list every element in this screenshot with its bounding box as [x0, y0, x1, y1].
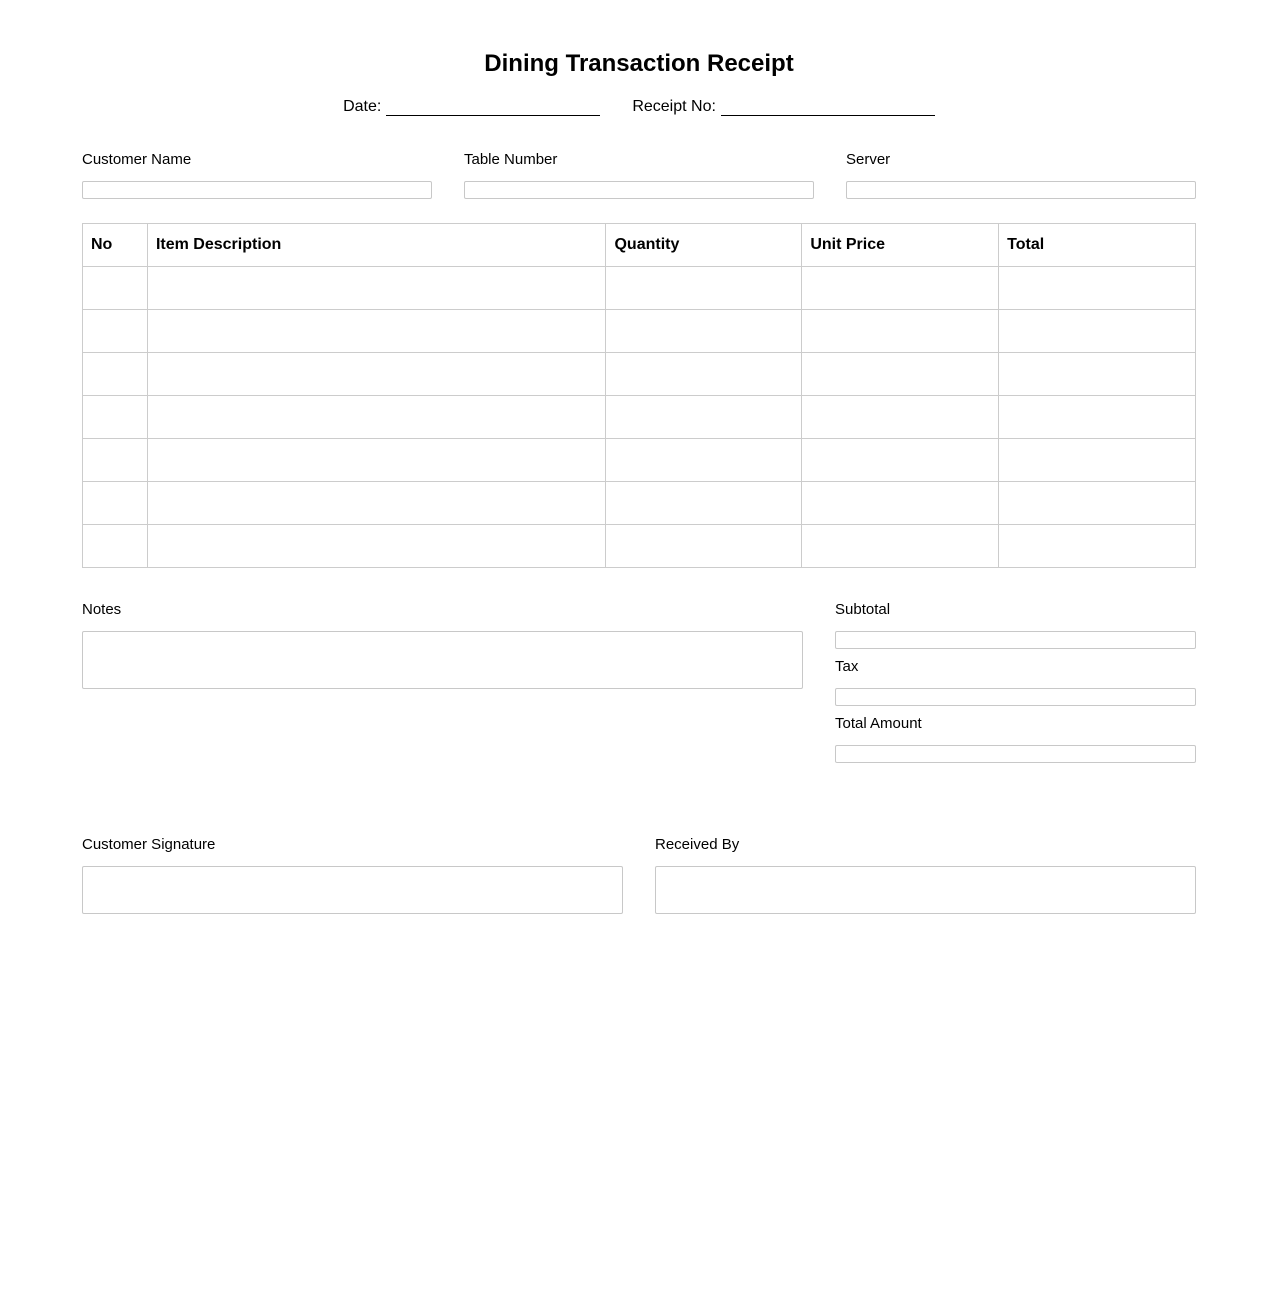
table-number-input[interactable]: [464, 181, 814, 199]
receipt-no-field: [632, 98, 935, 116]
table-cell[interactable]: [802, 396, 999, 439]
table-cell[interactable]: [83, 396, 148, 439]
page-title: Dining Transaction Receipt: [484, 50, 794, 77]
table-cell[interactable]: [83, 439, 148, 482]
tax-label: Tax: [835, 658, 859, 675]
receipt-no-label: Receipt No:: [632, 98, 716, 115]
table-cell[interactable]: [999, 267, 1196, 310]
table-cell[interactable]: [147, 310, 606, 353]
table-cell[interactable]: [606, 525, 802, 568]
table-cell[interactable]: [606, 482, 802, 525]
table-cell[interactable]: [999, 353, 1196, 396]
receipt-no-line[interactable]: [721, 98, 935, 116]
received-by-box[interactable]: [655, 866, 1196, 914]
server-label: Server: [846, 151, 891, 168]
table-row: [83, 482, 1196, 525]
table-cell[interactable]: [802, 310, 999, 353]
table-cell[interactable]: [147, 396, 606, 439]
column-header-item-description: Item Description: [147, 224, 606, 267]
table-cell[interactable]: [999, 310, 1196, 353]
table-cell[interactable]: [83, 353, 148, 396]
table-cell[interactable]: [606, 439, 802, 482]
table-row: [83, 310, 1196, 353]
table-header-row: [83, 224, 1196, 267]
customer-signature-box[interactable]: [82, 866, 623, 914]
date-field: [343, 98, 600, 116]
total-amount-input[interactable]: [835, 745, 1196, 763]
notes-label: Notes: [82, 601, 122, 618]
table-cell[interactable]: [147, 439, 606, 482]
table-cell[interactable]: [606, 353, 802, 396]
table-cell[interactable]: [606, 310, 802, 353]
table-row: [83, 267, 1196, 310]
table-cell[interactable]: [147, 267, 606, 310]
notes-input[interactable]: [82, 631, 803, 689]
receipt-meta: [0, 98, 1278, 116]
received-by-label: Received By: [655, 836, 740, 853]
customer-name-input[interactable]: [82, 181, 432, 199]
table-cell[interactable]: [606, 396, 802, 439]
table-cell[interactable]: [999, 525, 1196, 568]
table-cell[interactable]: [802, 267, 999, 310]
table-row: [83, 353, 1196, 396]
table-number-label: Table Number: [464, 151, 558, 168]
table-row: [83, 396, 1196, 439]
table-cell[interactable]: [83, 267, 148, 310]
table-row: [83, 439, 1196, 482]
subtotal-input[interactable]: [835, 631, 1196, 649]
table-cell[interactable]: [999, 482, 1196, 525]
table-cell[interactable]: [802, 482, 999, 525]
table-cell[interactable]: [802, 353, 999, 396]
table-cell[interactable]: [999, 439, 1196, 482]
table-cell[interactable]: [147, 482, 606, 525]
items-table: [82, 223, 1196, 568]
customer-name-label: Customer Name: [82, 151, 192, 168]
customer-signature-label: Customer Signature: [82, 836, 216, 853]
table-cell[interactable]: [802, 439, 999, 482]
total-amount-label: Total Amount: [835, 715, 922, 732]
table-cell[interactable]: [606, 267, 802, 310]
table-cell[interactable]: [147, 525, 606, 568]
table-cell[interactable]: [83, 482, 148, 525]
table-cell[interactable]: [999, 396, 1196, 439]
column-header-total: Total: [999, 224, 1196, 267]
table-cell[interactable]: [802, 525, 999, 568]
column-header-quantity: Quantity: [606, 224, 802, 267]
server-input[interactable]: [846, 181, 1196, 199]
table-cell[interactable]: [83, 525, 148, 568]
subtotal-label: Subtotal: [835, 601, 891, 618]
table-cell[interactable]: [147, 353, 606, 396]
table-cell[interactable]: [83, 310, 148, 353]
column-header-no: No: [83, 224, 148, 267]
table-row: [83, 525, 1196, 568]
date-label: Date:: [343, 98, 382, 115]
date-line[interactable]: [386, 98, 600, 116]
column-header-unit-price: Unit Price: [802, 224, 999, 267]
tax-input[interactable]: [835, 688, 1196, 706]
